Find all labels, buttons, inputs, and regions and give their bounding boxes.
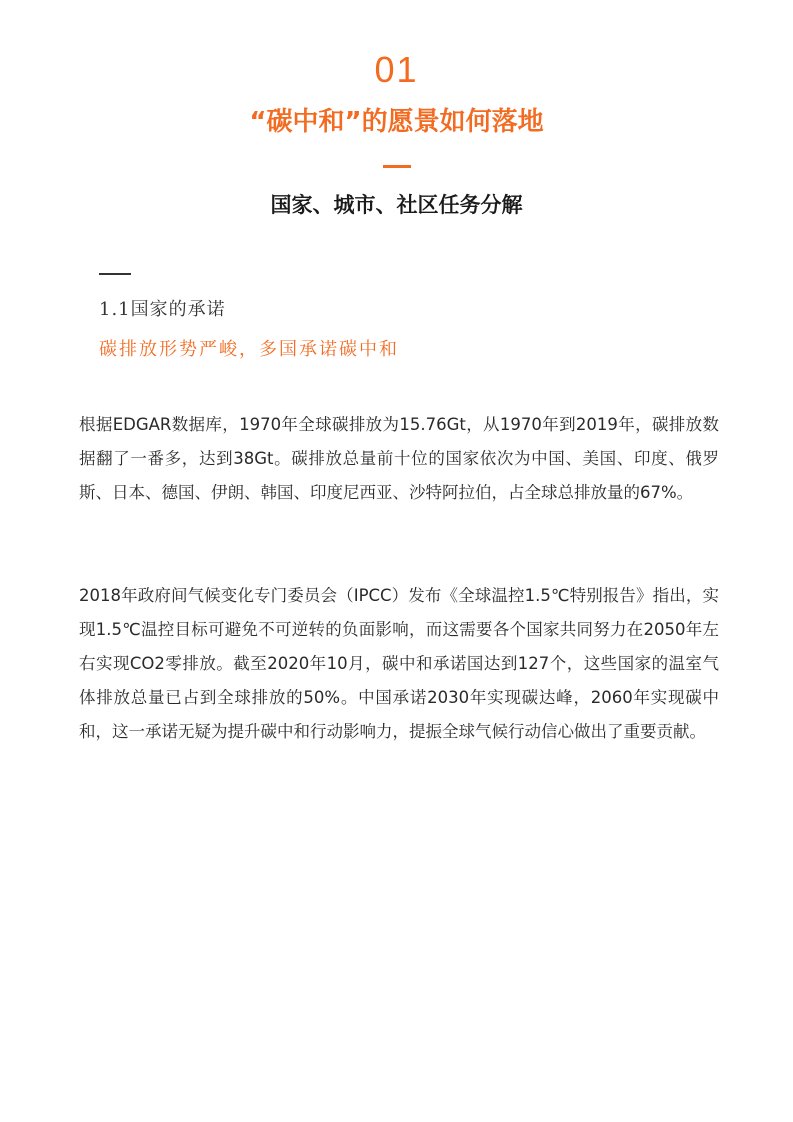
section-divider	[99, 273, 131, 275]
chapter-title: “碳中和”的愿景如何落地	[249, 107, 544, 137]
section-tagline: 碳排放形势严峻，多国承诺碳中和	[99, 339, 399, 360]
section-heading: 1.1国家的承诺	[99, 299, 226, 320]
title-divider	[383, 165, 411, 168]
body-paragraph-1: 根据EDGAR数据库，1970年全球碳排放为15.76Gt，从1970年到2019年，碳排放数据翻了一番多，达到38Gt。碳排放总量前十位的国家依次为中国、美国、印度、俄罗斯、日本、德国、伊朗、韩国、印度尼西亚、沙特阿拉伯，占全球总排放量的67%。	[79, 415, 719, 502]
body-paragraph-2: 2018年政府间气候变化专门委员会（IPCC）发布《全球温控1.5℃特别报告》指出，实现1.5℃温控目标可避免不可逆转的负面影响，而这需要各个国家共同努力在2050年左右实现CO2零排放。截至2020年10月，碳中和承诺国达到127个，这些国家的温室气体排放总量已占到全球排放的50%。中国承诺2030年实现碳达峰，2060年实现碳中和，这一承诺无疑为提升碳中和行动影响力，提振全球气候行动信心做出了重要贡献。	[79, 586, 719, 741]
chapter-subtitle: 国家、城市、社区任务分解	[270, 193, 523, 217]
chapter-number: 01	[374, 49, 419, 90]
